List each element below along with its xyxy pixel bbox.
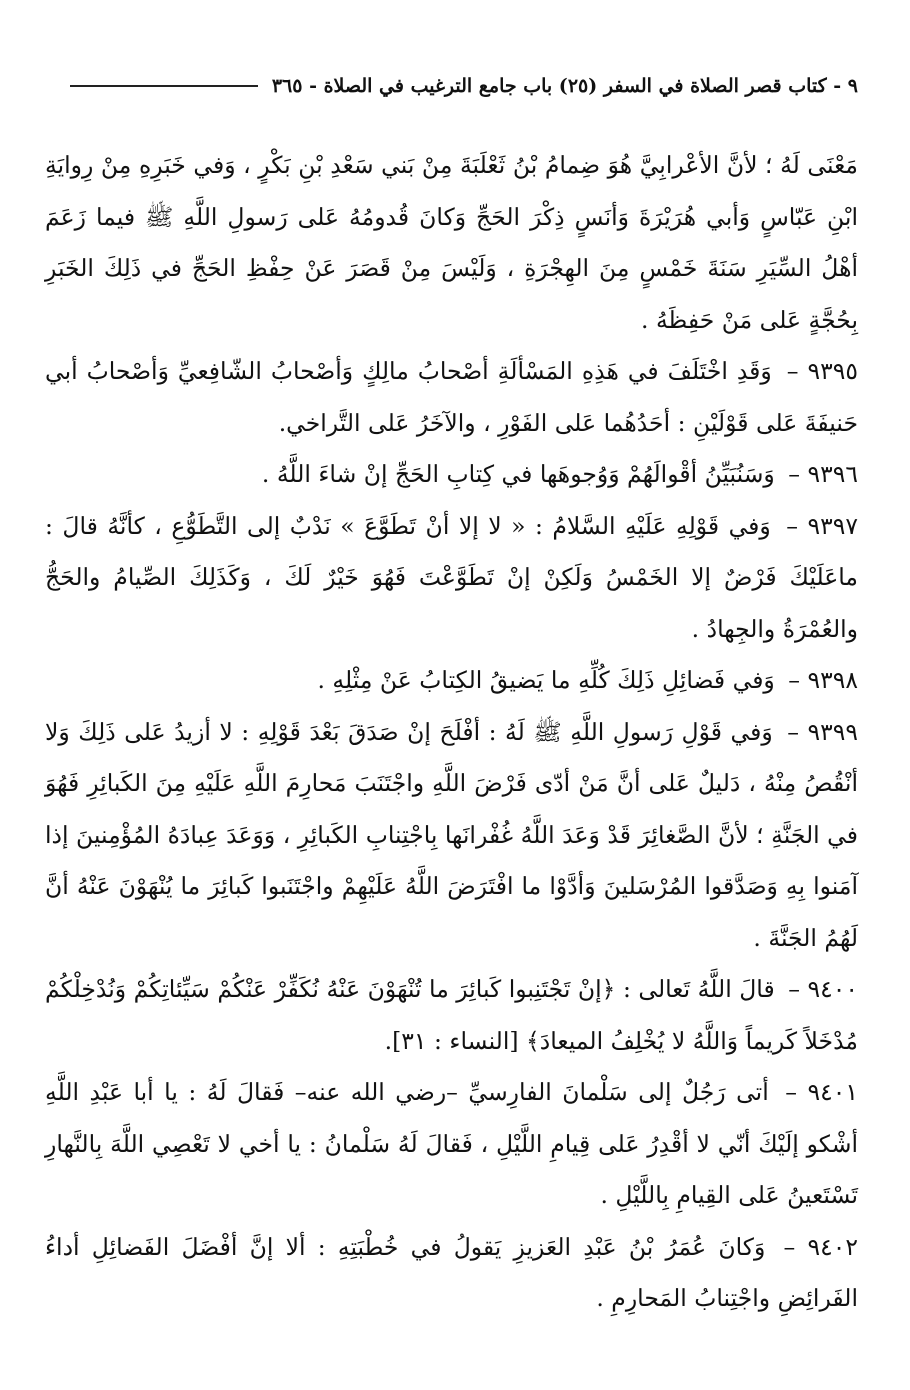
paragraph-text: مَعْنَى لَهُ ؛ لأنَّ الأعْرابِيَّ هُوَ ضِمامُ بْنُ ثَعْلَبَةَ مِنْ بَني سَعْدِ بْنِ بَكْرٍ ، وَفي خَبَرِهِ مِنْ رِوايَةِ ابْنِ عَبّاسٍ وَأبي هُرَيْرَةَ وَأنَسٍ ذِكْرَ الحَجِّ وَكانَ قُدومُهُ عَلى رَسولِ اللَّهِ ﷺ فيما زَعَمَ أهْلُ السِّيَرِ سَنَةَ خَمْسٍ مِنَ الهِجْرَةِ ، وَلَيْسَ مِنْ قَصَرَ عَنْ حِفْظِ الحَجِّ في ذَلِكَ الخَبَرِ بِحُجَّةٍ عَلى مَنْ حَفِظَهُ . bbox=[45, 151, 858, 334]
paragraph-9396 bbox=[45, 449, 858, 501]
paragraph-intro bbox=[45, 140, 858, 346]
paragraph-text: قالَ اللَّهُ تَعالى : ﴿إنْ تَجْتَنِبوا كَبائِرَ ما تُنْهَوْنَ عَنْهُ نُكَفِّرْ عَنْكُمْ سَيِّئاتِكُمْ وَنُدْخِلْكُمْ مُدْخَلاً كَريماً وَاللَّهُ لا يُخْلِفُ الميعادَ﴾ [النساء : ٣١]. bbox=[45, 975, 858, 1055]
running-header bbox=[70, 66, 858, 106]
running-title: ٩ - كتاب قصر الصلاة في السفر (٢٥) باب جامع الترغيب في الصلاة - ٣٦٥ bbox=[271, 75, 858, 97]
paragraph-9395 bbox=[45, 346, 858, 449]
paragraph-number: ٩٣٩٦ – bbox=[788, 460, 858, 488]
header-rule bbox=[70, 85, 258, 87]
paragraph-text: وَقَدِ اخْتَلَفَ في هَذِهِ المَسْألَةِ أصْحابُ مالِكٍ وَأصْحابُ الشّافِعيِّ وَأصْحابُ أبي حَنيفَةَ عَلى قَوْلَيْنِ : أحَدُهُما عَلى الفَوْرِ ، والآخَرُ عَلى التَّراخي. bbox=[45, 357, 858, 437]
paragraph-number: ٩٤٠٢ – bbox=[783, 1232, 858, 1261]
paragraph-number: ٩٣٩٩ – bbox=[787, 717, 858, 746]
paragraph-number: ٩٤٠٠ – bbox=[788, 975, 858, 1003]
paragraph-text: وَكانَ عُمَرُ بْنُ عَبْدِ العَزيزِ يَقولُ في خُطْبَتِهِ : ألا إنَّ أفْضَلَ الفَضائِلِ أداءُ الفَرائِضِ واجْتِنابُ المَحارِمِ . bbox=[45, 1232, 858, 1312]
paragraph-text: وَفي فَضائِلِ ذَلِكَ كُلِّهِ ما يَضيقُ الكِتابُ عَنْ مِثْلِهِ . bbox=[317, 666, 775, 694]
paragraph-number: ٩٣٩٧ – bbox=[786, 511, 858, 540]
paragraph-text: وَفي قَوْلِهِ عَلَيْهِ السَّلامُ : « لا إلا أنْ تَطَوَّعَ » نَدْبٌ إلى التَّطَوُّعِ ، كأنَّهُ قالَ : ماعَلَيْكَ فَرْضٌ إلا الخَمْسُ وَلَكِنْ إنْ تَطَوَّعْتَ فَهُوَ خَيْرٌ لَكَ ، وَكَذَلِكَ الصِّيامُ والحَجُّ والعُمْرَةُ والجِهادُ . bbox=[45, 511, 858, 643]
paragraph-number: ٩٤٠١ – bbox=[785, 1078, 858, 1106]
paragraph-9397 bbox=[45, 501, 858, 656]
paragraph-text: وَفي قَوْلِ رَسولِ اللَّهِ ﷺ لَهُ : أفْلَحَ إنْ صَدَقَ بَعْدَ قَوْلِهِ : لا أزيدُ عَلى ذَلِكَ وَلا أنْقُصُ مِنْهُ ، دَليلٌ عَلى أنَّ مَنْ أدّى فَرْضَ اللَّهِ واجْتَنَبَ مَحارِمَ اللَّهِ عَلَيْهِ مِنَ الكَبائِرِ فَهُوَ في الجَنَّةِ ؛ لأنَّ الصَّغائِرَ قَدْ وَعَدَ اللَّهُ غُفْرانَها بِاجْتِنابِ الكَبائِرِ ، وَوَعَدَ عِبادَهُ المُؤْمِنينَ إذا آمَنوا بِهِ وَصَدَّقوا المُرْسَلينَ وَأدَّوْا ما افْتَرَضَ اللَّهُ عَلَيْهِمْ واجْتَنَبوا كَبائِرَ ما يُنْهَوْنَ عَنْهُ أنَّ لَهُمُ الجَنَّةَ . bbox=[45, 717, 858, 952]
paragraph-9398 bbox=[45, 655, 858, 707]
paragraph-number: ٩٣٩٥ – bbox=[786, 357, 858, 385]
body-text bbox=[45, 140, 858, 1325]
paragraph-number: ٩٣٩٨ – bbox=[788, 666, 858, 694]
paragraph-9402 bbox=[45, 1222, 858, 1325]
paragraph-9400 bbox=[45, 964, 858, 1067]
paragraph-text: أتى رَجُلٌ إلى سَلْمانَ الفارِسيِّ –رضي الله عنه– فَقالَ لَهُ : يا أبا عَبْدِ اللَّهِ أشْكو إلَيْكَ أنّي لا أقْدِرُ عَلى قِيامِ اللَّيْلِ ، فَقالَ لَهُ سَلْمانُ : يا أخي لا تَعْصِي اللَّهَ بِالنَّهارِ تَسْتَعينُ عَلى القِيامِ بِاللَّيْلِ . bbox=[45, 1078, 858, 1209]
paragraph-9399 bbox=[45, 707, 858, 965]
paragraph-9401 bbox=[45, 1067, 858, 1222]
paragraph-text: وَسَنُبَيِّنُ أقْوالَهُمْ وَوُجوهَها في كِتابِ الحَجِّ إنْ شاءَ اللَّهُ . bbox=[261, 460, 775, 488]
